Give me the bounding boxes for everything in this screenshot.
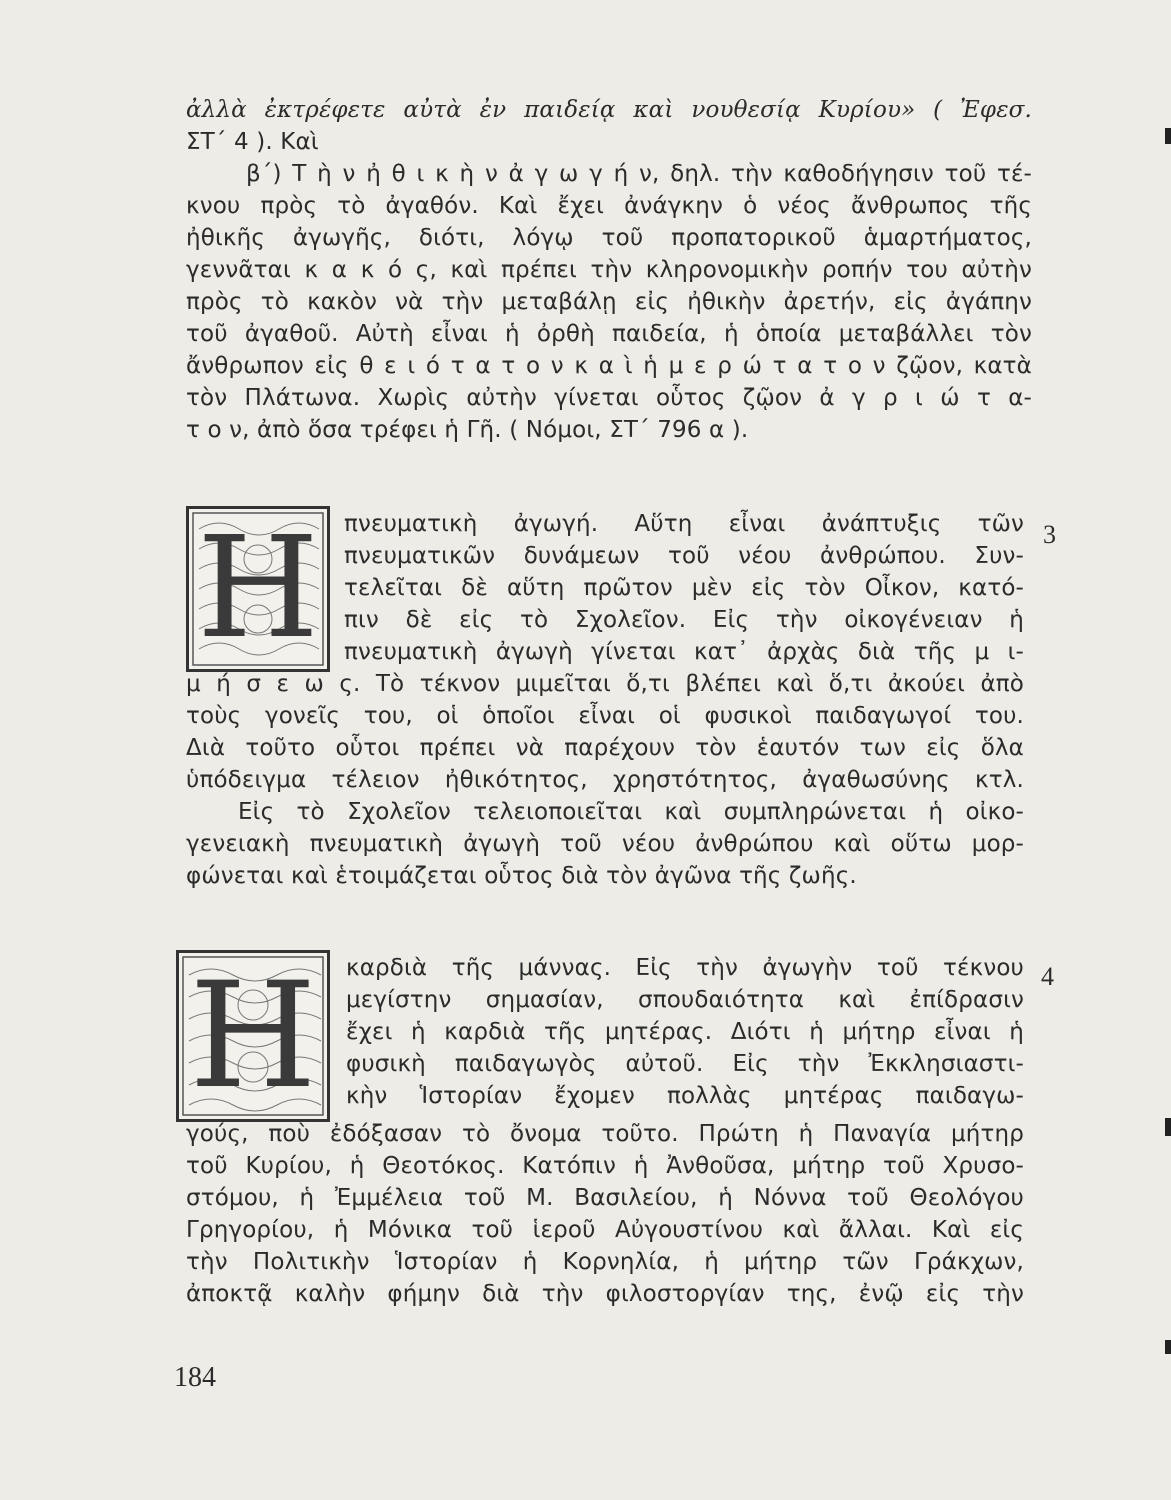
text-line: τοὺς γονεῖς του, οἱ ὁποῖοι εἶναι οἱ φυσικοὶ παιδαγωγοί του. — [186, 703, 1024, 729]
text-line: τοῦ ἀγαθοῦ. Αὐτὴ εἶναι ἡ ὀρθὴ παιδεία, ἡ ὁποία μεταβάλλει τὸν — [186, 321, 1032, 347]
text-line: ἀλλὰ ἐκτρέφετε αὐτὰ ἐν παιδείᾳ καὶ νουθεσίᾳ Κυρίου» ( Ἐφεσ. — [186, 97, 1032, 123]
text-line: στόμου, ἡ Ἐμμέλεια τοῦ Μ. Βασιλείου, ἡ Νόννα τοῦ Θεολόγου — [186, 1185, 1024, 1211]
text-line: ἄνθρωπον εἰς θ ε ι ό τ α τ ο ν κ α ὶ ἡ μ ε ρ ώ τ α τ ο ν ζῷον, κατὰ — [186, 353, 1032, 379]
text-line: ἔχει ἡ καρδιὰ τῆς μητέρας. Διότι ἡ μήτηρ εἶναι ἡ — [346, 1019, 1024, 1045]
text-line: Εἰς τὸ Σχολεῖον τελειοποιεῖται καὶ συμπληρώνεται ἡ οἰκο- — [238, 799, 1024, 825]
text-line: β΄) Τ ὴ ν ἠ θ ι κ ὴ ν ἀ γ ω γ ή ν, δηλ. τὴν καθοδήγησιν τοῦ τέ- — [246, 161, 1032, 187]
text-line: ἀποκτᾷ καλὴν φήμην διὰ τὴν φιλοστοργίαν της, ἐνῷ εἰς τὴν — [186, 1281, 1024, 1307]
text-line: πνευματικῶν δυνάμεων τοῦ νέου ἀνθρώπου. Συν- — [344, 543, 1024, 569]
scan-edge-mark — [1165, 1118, 1171, 1136]
text-line: κνου πρὸς τὸ ἀγαθόν. Καὶ ἔχει ἀνάγκην ὁ νέος ἄνθρωπος τῆς — [186, 193, 1032, 219]
text-line: γούς, ποὺ ἐδόξασαν τὸ ὄνομα τοῦτο. Πρώτη ἡ Παναγία μήτηρ — [186, 1121, 1024, 1147]
page-number: 184 — [174, 1362, 216, 1393]
text-line: πνευματικὴ ἀγωγή. Αὕτη εἶναι ἀνάπτυξις τῶν — [344, 511, 1024, 537]
scan-edge-mark — [1165, 1340, 1171, 1354]
text-line: ὑπόδειγμα τέλειον ἠθικότητος, χρηστότητος, ἀγαθωσύνης κτλ. — [186, 767, 1024, 793]
text-line: Διὰ τοῦτο οὗτοι πρέπει νὰ παρέχουν τὸν ἑαυτόν των εἰς ὅλα — [186, 735, 1024, 761]
initial-letter: Η — [196, 507, 320, 670]
text-line: κὴν Ἱστορίαν ἔχομεν πολλὰς μητέρας παιδαγω- — [346, 1083, 1024, 1109]
text-line: τ ο ν, ἀπὸ ὅσα τρέφει ἡ Γῆ. ( Νόμοι, ΣΤ΄ 796 α ). — [186, 417, 749, 443]
text-line: πρὸς τὸ κακὸν νὰ τὴν μεταβάλῃ εἰς ἠθικὴν ἀρετήν, εἰς ἀγάπην — [186, 289, 1032, 315]
text-line: πιν δὲ εἰς τὸ Σχολεῖον. Εἰς τὴν οἰκογένειαν ἡ — [344, 607, 1024, 633]
text-line: καρδιὰ τῆς μάννας. Εἰς τὴν ἀγωγὴν τοῦ τέκνου — [346, 955, 1024, 981]
text-line: τὴν Πολιτικὴν Ἱστορίαν ἡ Κορνηλία, ἡ μήτηρ τῶν Γράκχων, — [186, 1249, 1024, 1275]
decorative-initial — [176, 950, 330, 1122]
text-line: τοῦ Κυρίου, ἡ Θεοτόκος. Κατόπιν ἡ Ἀνθοῦσα, μήτηρ τοῦ Χρυσο- — [186, 1153, 1024, 1179]
text-line: μεγίστην σημασίαν, σπουδαιότητα καὶ ἐπίδρασιν — [346, 987, 1024, 1013]
text-line: φυσικὴ παιδαγωγὸς αὐτοῦ. Εἰς τὴν Ἐκκλησιαστι- — [346, 1051, 1024, 1077]
text-line: μ ή σ ε ω ς. Τὸ τέκνον μιμεῖται ὅ,τι βλέπει καὶ ὅ,τι ἀκούει ἀπὸ — [186, 671, 1024, 697]
text-line: ἠθικῆς ἀγωγῆς, διότι, λόγῳ τοῦ προπατορικοῦ ἁμαρτήματος, — [186, 225, 1032, 251]
scan-edge-mark — [1165, 128, 1171, 144]
text-line: ΣΤ΄ 4 ). Καὶ — [186, 129, 319, 155]
text-line: πνευματικὴ ἀγωγὴ γίνεται κατ᾽ ἀρχὰς διὰ τῆς μ ι- — [344, 639, 1024, 665]
text-line: τὸν Πλάτωνα. Χωρὶς αὐτὴν γίνεται οὗτος ζῷον ἀ γ ρ ι ώ τ α- — [186, 385, 1032, 411]
text-line: φώνεται καὶ ἑτοιμάζεται οὗτος διὰ τὸν ἀγῶνα τῆς ζωῆς. — [186, 863, 857, 889]
margin-number: 4 — [1041, 962, 1054, 991]
text-line: τελεῖται δὲ αὕτη πρῶτον μὲν εἰς τὸν Οἶκον, κατό- — [344, 575, 1024, 601]
text-line: Γρηγορίου, ἡ Μόνικα τοῦ ἱεροῦ Αὐγουστίνου καὶ ἄλλαι. Καὶ εἰς — [186, 1217, 1024, 1243]
text-line: γεννᾶται κ α κ ό ς, καὶ πρέπει τὴν κληρονομικὴν ροπήν του αὐτὴν — [186, 257, 1032, 283]
text-line: γενειακὴ πνευματικὴ ἀγωγὴ τοῦ νέου ἀνθρώπου καὶ οὕτω μορ- — [186, 831, 1024, 857]
initial-letter: Η — [189, 951, 317, 1121]
decorative-initial — [186, 506, 330, 672]
margin-number: 3 — [1043, 520, 1056, 549]
